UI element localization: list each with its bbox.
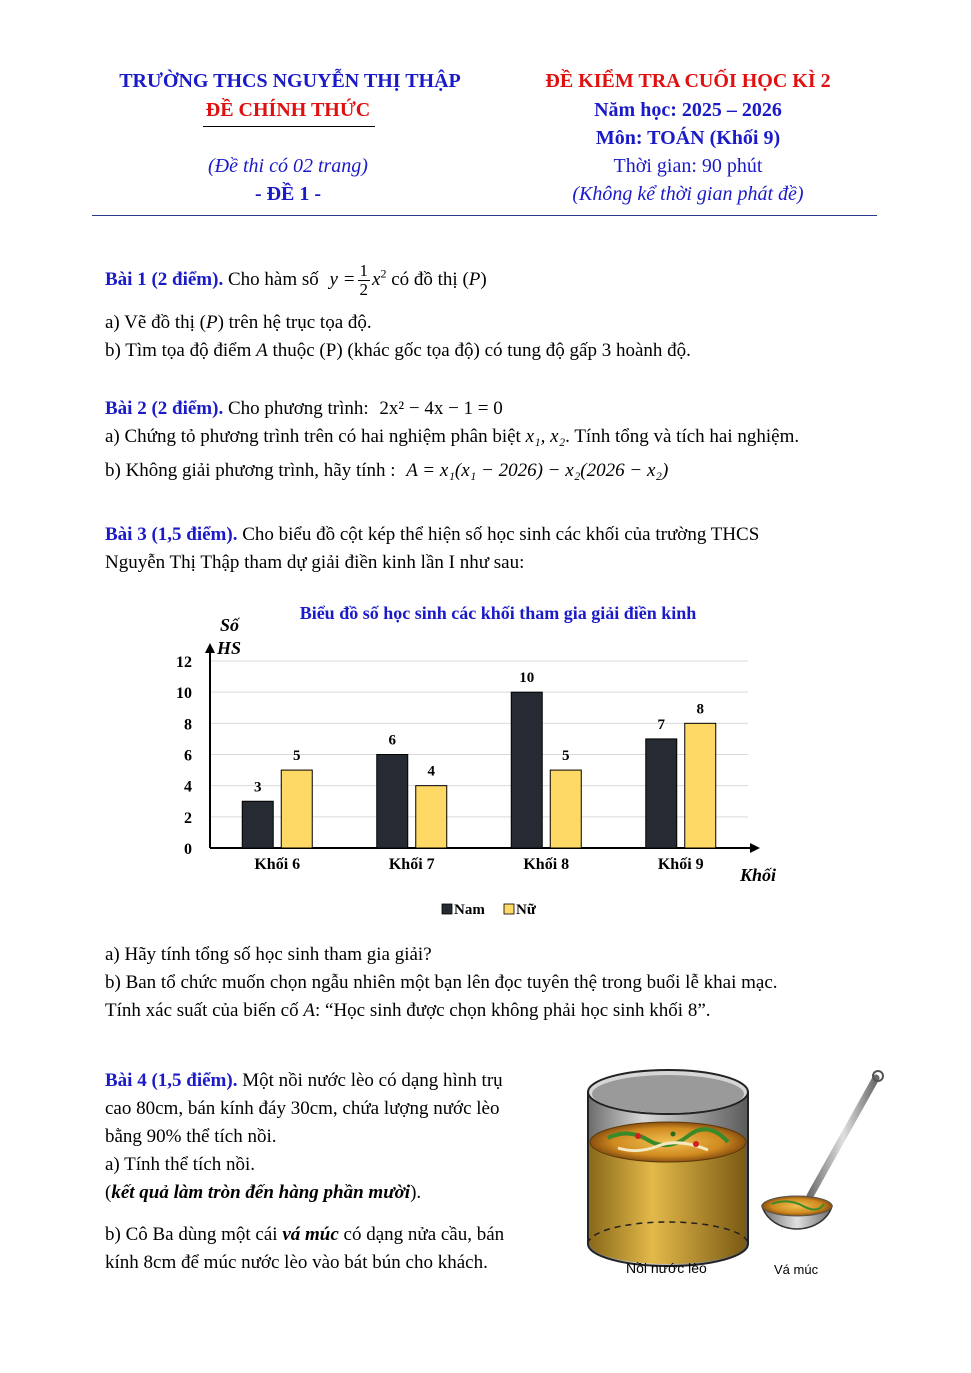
x-axis-arrow xyxy=(750,843,760,853)
bar-nam xyxy=(511,692,542,848)
x-tick-label: Khối 8 xyxy=(523,856,570,873)
school-name: TRƯỜNG THCS NGUYỄN THỊ THẬP xyxy=(119,70,461,92)
x-tick-label: Khối 9 xyxy=(657,856,704,873)
bar-nữ xyxy=(550,770,581,848)
subject: Môn: TOÁN (Khối 9) xyxy=(595,127,781,149)
bai2-expression: A = x₁(x₁ − 2026) − x₂(2026 − x₂) xyxy=(406,460,669,481)
bai3-b: b) Ban tổ chức muốn chọn ngẫu nhiên một bạn lên đọc tuyên thệ trong buổi lễ khai mạc. xyxy=(105,972,778,993)
bai2-intro-text: Cho phương trình: xyxy=(227,398,369,419)
bai3-intro-text: Cho biểu đồ cột kép thể hiện số học sinh các khối của trường THCS xyxy=(242,524,760,545)
bar-nữ xyxy=(281,770,312,848)
bai4-note xyxy=(105,1182,421,1204)
y-tick-label: 4 xyxy=(184,778,192,796)
bai1-intro-text-2: có đồ thị ( xyxy=(391,268,469,290)
bai2-b-text: b) Không giải phương trình, hãy tính : xyxy=(105,460,396,481)
bai3-b2-text: Tính xác suất của biến cố xyxy=(105,1000,299,1021)
y-tick-label: 6 xyxy=(184,747,192,765)
bai1-title: Bài 1 (2 điểm). xyxy=(105,268,224,290)
bai4-note-close: ). xyxy=(410,1182,422,1203)
bai4-l1: Một nồi nước lèo có dạng hình trụ xyxy=(242,1070,503,1091)
legend-swatch-nam xyxy=(442,904,452,914)
bai4-b xyxy=(105,1224,504,1246)
bar-value-label: 6 xyxy=(388,732,396,749)
pot-label: Nồi nước lèo xyxy=(626,1260,707,1276)
bar-value-label: 7 xyxy=(657,716,665,733)
y-tick-label: 10 xyxy=(176,685,192,703)
bai4-line3: bằng 90% thể tích nồi. xyxy=(105,1126,277,1147)
bai3-title: Bài 3 (1,5 điểm). xyxy=(105,524,238,545)
bar-nam xyxy=(242,801,273,848)
bai3-a: a) Hãy tính tổng số học sinh tham gia giải? xyxy=(105,944,432,965)
bai3-intro-2: Nguyễn Thị Thập tham dự giải điền kinh lần I như sau: xyxy=(105,552,525,573)
bai1-a xyxy=(105,312,372,334)
frac-numerator: 1 xyxy=(359,261,369,280)
pages-note: (Đề thi có 02 trang) xyxy=(208,155,368,177)
y-axis-label-2: HS xyxy=(217,638,242,658)
duration: Thời gian: 90 phút xyxy=(613,155,763,177)
bai4-line1 xyxy=(105,1070,503,1092)
bai2-equation: 2x² − 4x − 1 = 0 xyxy=(379,398,503,419)
bar-nam xyxy=(377,755,408,849)
y-axis-label-1: Số xyxy=(220,615,240,635)
bar-value-label: 8 xyxy=(696,701,704,718)
bai3-b2-rest: : “Học sinh được chọn không phải học sinh khối 8”. xyxy=(314,1000,711,1021)
legend-label-nam: Nam xyxy=(454,902,485,918)
duration-note: (Không kể thời gian phát đề) xyxy=(572,183,804,205)
bar-value-label: 5 xyxy=(293,748,301,765)
bai1-b-rest: thuộc (P) (khác gốc tọa độ) có tung độ gấp 3 hoành độ. xyxy=(272,340,691,361)
bar-value-label: 3 xyxy=(254,779,262,796)
bai2-roots: x₁, x₂ xyxy=(525,426,566,447)
legend-label-nữ: Nữ xyxy=(516,902,536,918)
header-divider xyxy=(92,215,877,216)
bar-nữ xyxy=(416,786,447,848)
func-fraction xyxy=(358,262,371,299)
func-rhs: x xyxy=(372,268,381,290)
graph-P: P xyxy=(468,268,481,290)
legend-swatch-nữ xyxy=(504,904,514,914)
bai1-b xyxy=(105,340,691,362)
bar-chart xyxy=(140,595,820,930)
bar-nam xyxy=(646,739,677,848)
school-year: Năm học: 2025 – 2026 xyxy=(594,99,782,121)
func-exponent: 2 xyxy=(380,266,387,281)
official-label: ĐỀ CHÍNH THỨC xyxy=(205,99,371,121)
event-A: A xyxy=(303,1000,315,1021)
bai1-b-text: b) Tìm tọa độ điểm xyxy=(105,340,252,361)
bar-value-label: 4 xyxy=(427,763,435,780)
bai2-a-rest: . Tính tổng và tích hai nghiệm. xyxy=(565,426,800,447)
y-tick-label: 2 xyxy=(184,809,192,827)
bar-value-label: 5 xyxy=(562,748,570,765)
x-axis-label: Khối xyxy=(740,865,777,885)
func-lhs: y = xyxy=(329,268,356,290)
y-tick-label: 0 xyxy=(184,841,192,858)
bai4-line2: cao 80cm, bán kính đáy 30cm, chứa lượng nước lèo xyxy=(105,1098,500,1119)
ladle-term: vá múc xyxy=(282,1224,339,1245)
x-tick-label: Khối 7 xyxy=(388,856,435,873)
bai1-a-rest: ) trên hệ trục tọa độ. xyxy=(217,312,372,333)
bai4-b-text: b) Cô Ba dùng một cái xyxy=(105,1224,278,1245)
bai1-a-text: a) Vẽ đồ thị ( xyxy=(105,312,206,333)
bai3-intro xyxy=(105,524,759,546)
official-underline xyxy=(203,126,375,127)
pot-ladle-drawing xyxy=(578,1064,890,1284)
bai1-intro-close: ) xyxy=(480,268,487,290)
bai2-b xyxy=(105,460,668,482)
bai1-b-A: A xyxy=(256,340,268,361)
frac-denominator: 2 xyxy=(359,280,369,299)
bar-value-label: 10 xyxy=(519,670,535,687)
bai2-title: Bài 2 (2 điểm). xyxy=(105,398,224,419)
y-tick-label: 12 xyxy=(176,654,192,671)
ladle-label: Vá múc xyxy=(774,1262,819,1277)
x-tick-label: Khối 6 xyxy=(254,856,301,873)
bai2-a xyxy=(105,426,799,448)
bai4-a: a) Tính thể tích nồi. xyxy=(105,1154,256,1175)
bai2-a-text: a) Chứng tỏ phương trình trên có hai nghiệm phân biệt xyxy=(105,426,521,447)
y-axis-arrow xyxy=(205,643,215,653)
bai4-b3: kính 8cm để múc nước lèo vào bát bún cho khách. xyxy=(105,1252,488,1273)
chart-title: Biểu đồ số học sinh các khối tham gia giải điền kinh xyxy=(299,603,697,623)
bai3-b2 xyxy=(105,1000,711,1022)
pot-ladle-illustration xyxy=(578,1064,890,1284)
bai4-note-open: ( xyxy=(105,1182,112,1203)
bai4-b-rest: có dạng nửa cầu, bán xyxy=(343,1224,505,1245)
bai1-intro xyxy=(105,262,487,299)
exam-title: ĐỀ KIỂM TRA CUỐI HỌC KÌ 2 xyxy=(545,70,831,92)
bai1-intro-text: Cho hàm số xyxy=(227,268,319,290)
bai4-note-text: kết quả làm tròn đến hàng phần mười xyxy=(111,1182,411,1203)
bai2-intro xyxy=(105,398,503,420)
bar-nữ xyxy=(685,723,716,848)
exam-code: - ĐỀ 1 - xyxy=(254,183,322,205)
y-tick-label: 8 xyxy=(184,716,192,734)
bai1-a-P: P xyxy=(205,312,218,333)
bai4-title: Bài 4 (1,5 điểm). xyxy=(105,1070,238,1091)
